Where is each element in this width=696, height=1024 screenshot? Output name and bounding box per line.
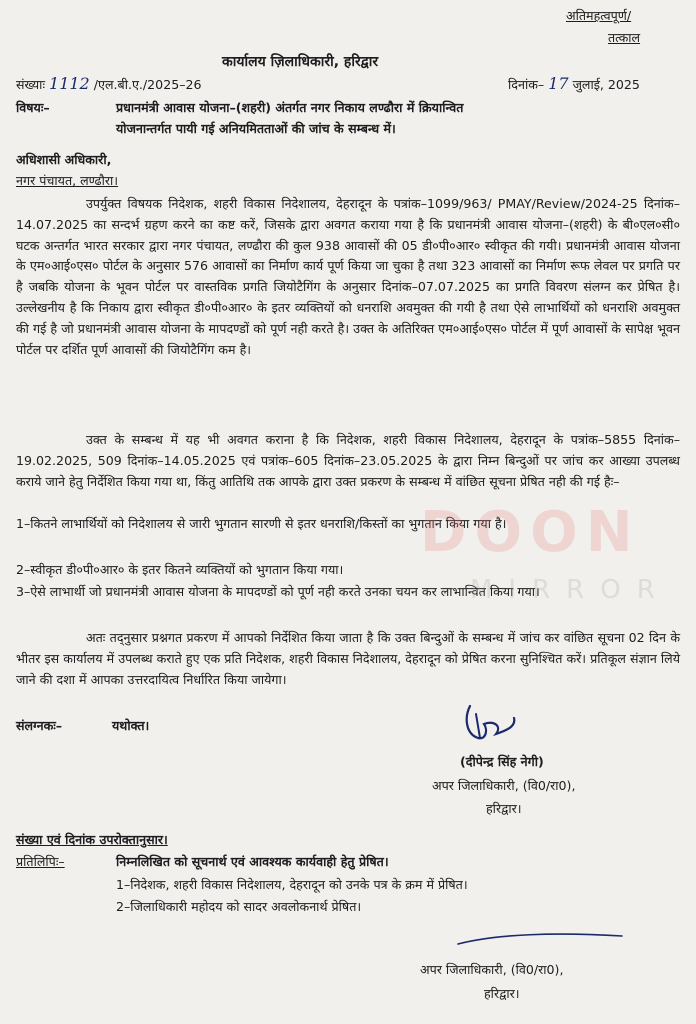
copy-item-2: 2–जिलाधिकारी महोदय को सादर अवलोकनार्थ प्रेषित। — [116, 899, 362, 914]
footer-ref-line: संख्या एवं दिनांक उपरोक्तानुसार। — [16, 832, 168, 847]
date-rest: जुलाई, 2025 — [572, 77, 640, 92]
priority-immediate: तत्काल — [608, 30, 641, 45]
watermark-logo-top: DOON — [420, 500, 641, 565]
date-line — [508, 74, 640, 95]
ref-rest: /एल.बी.ए./2025–26 — [93, 77, 202, 92]
signatory-name: (दीपेन्द्र सिंह नेगी) — [460, 754, 544, 769]
watermark-logo-bottom: MIRROR — [470, 575, 671, 605]
signatory-designation: अपर जिलाधिकारी, (वि0/रा0), — [432, 778, 576, 793]
date-label: दिनांक– — [508, 77, 545, 92]
ref-number-handwritten: 1112 — [49, 74, 90, 93]
signature-mark — [456, 700, 526, 748]
date-day-handwritten: 17 — [548, 74, 569, 93]
point-1: 1–कितने लाभार्थियों को निदेशालय से जारी भुगतान सारणी से इतर धनराशि/किस्तों का भुगतान किया गया है। — [16, 516, 507, 531]
addressee-office: नगर पंचायत, लण्ढौरा। — [16, 173, 119, 188]
body-paragraph-1: उपर्युक्त विषयक निदेशक, शहरी विकास निदेशालय, देहरादून के पत्रांक–1099/963/ PMAY/Review/2024-25 दिनांक–14.07.2025 का सन्दर्भ ग्रहण करने का कष्ट करें, जिसके द्वारा अवगत कराया गया है कि प्रधानमंत्री आवास योजना–(शहरी) के बी०एल०सी० घटक अन्तर्गत भारत सरकार द्वारा नगर पंचायत, लण्ढौरा की कुल 938 आवासों की 05 डी०पी०आर० स्वीकृत की गयी। प्रधानमंत्री आवास योजना के एम०आई०एस० पोर्टल के अनुसार 576 आवासों का निर्माण कार्य पूर्ण किया जा चुका है तथा 323 आवासों का निर्माण रूफ लेवल पर प्रगति पर है जबकि योजना के भूवन पोर्टल पर वास्तविक प्रगति जियोटैगिंग के अनुसार दिनांक–07.07.2025 का प्रगति विवरण संलग्न कर प्रेषित है। उल्लेखनीय है कि निकाय द्वारा स्वीकृत डी०पी०आर० के इतर व्यक्तियों को धनराशि अवमुक्त की गयी है तथा ऐसे लाभार्थियों को धनराशि अवमुक्त की गई है जो प्रधानमंत्री आवास योजना के मापदण्डों को पूर्ण नही करते है। उक्त के अतिरिक्त एम०आई०एस० पोर्टल में पूर्ण आवासों के सापेक्ष भूवन पोर्टल पर दर्शित पूर्ण आवासों की जियोटैगिंग कम है। — [16, 196, 680, 357]
body-paragraph-2: उक्त के सम्बन्ध में यह भी अवगत कराना है कि निदेशक, शहरी विकास निदेशालय, देहरादून के पत्रांक–5855 दिनांक–19.02.2025, 509 दिनांक–14.05.2025 एवं पत्रांक–605 दिनांक–23.05.2025 के द्वारा निम्न बिन्दुओं पर जांच कर आख्या उपलब्ध कराये जाने हेतु निर्देशित किया गया था, किंतु आतिथि तक आपके द्वारा उक्त प्रकरण के सम्बन्ध में वांछित सूचना प्रेषित नही की गई हैः– — [16, 432, 680, 489]
signature-line — [456, 928, 626, 948]
ref-label: संख्याः — [16, 77, 45, 92]
footer-sign-designation: अपर जिलाधिकारी, (वि0/रा0), — [420, 962, 564, 977]
copy-label: प्रतिलिपिः– — [16, 854, 65, 869]
priority-urgent: अतिमहत्वपूर्ण/ — [566, 8, 632, 23]
subject-line1: प्रधानमंत्री आवास योजना–(शहरी) अंतर्गत नगर निकाय लण्ढौरा में क्रियान्वित — [116, 100, 464, 115]
body-paragraph-3: अतः तद्नुसार प्रश्नगत प्रकरण में आपको निर्देशित किया जाता है कि उक्त बिन्दुओं के सम्बन्ध में जांच कर वांछित सूचना 02 दिन के भीतर इस कार्यालय में उपलब्ध कराते हुए एक प्रति निदेशक, शहरी विकास निदेशालय, देहरादून को प्रेषित करना सुनिश्चित करें। प्रतिकूल संज्ञान लिये जाने की दशा में आपका उत्तरदायित्व निर्धारित किया जायेगा। — [16, 630, 680, 687]
copy-item-1: 1–निदेशक, शहरी विकास निदेशालय, देहरादून को उनके पत्र के क्रम में प्रेषित। — [116, 877, 468, 892]
enclosure-label: संलग्नकः– — [16, 718, 63, 733]
copy-intro: निम्नलिखित को सूचनार्थ एवं आवश्यक कार्यवाही हेतु प्रेषित। — [116, 854, 389, 869]
addressee-title: अधिशासी अधिकारी, — [16, 152, 112, 167]
office-title: कार्यालय ज़िलाधिकारी, हरिद्वार — [222, 54, 379, 70]
enclosure-value: यथोक्त। — [112, 718, 150, 733]
reference-line — [16, 74, 202, 95]
signatory-place: हरिद्वार। — [486, 801, 522, 816]
subject-line2: योजनान्तर्गत पायी गई अनियमितताओं की जांच के सम्बन्ध में। — [116, 121, 396, 136]
point-2: 2–स्वीकृत डी०पी०आर० के इतर कितने व्यक्तियों को भुगतान किया गया। — [16, 562, 344, 577]
point-3: 3–ऐसे लाभार्थी जो प्रधानमंत्री आवास योजना के मापदण्डों को पूर्ण नही करते उनका चयन कर लाभान्वित किया गया। — [16, 584, 540, 599]
footer-sign-place: हरिद्वार। — [484, 986, 520, 1001]
subject-label: विषयः– — [16, 100, 50, 115]
